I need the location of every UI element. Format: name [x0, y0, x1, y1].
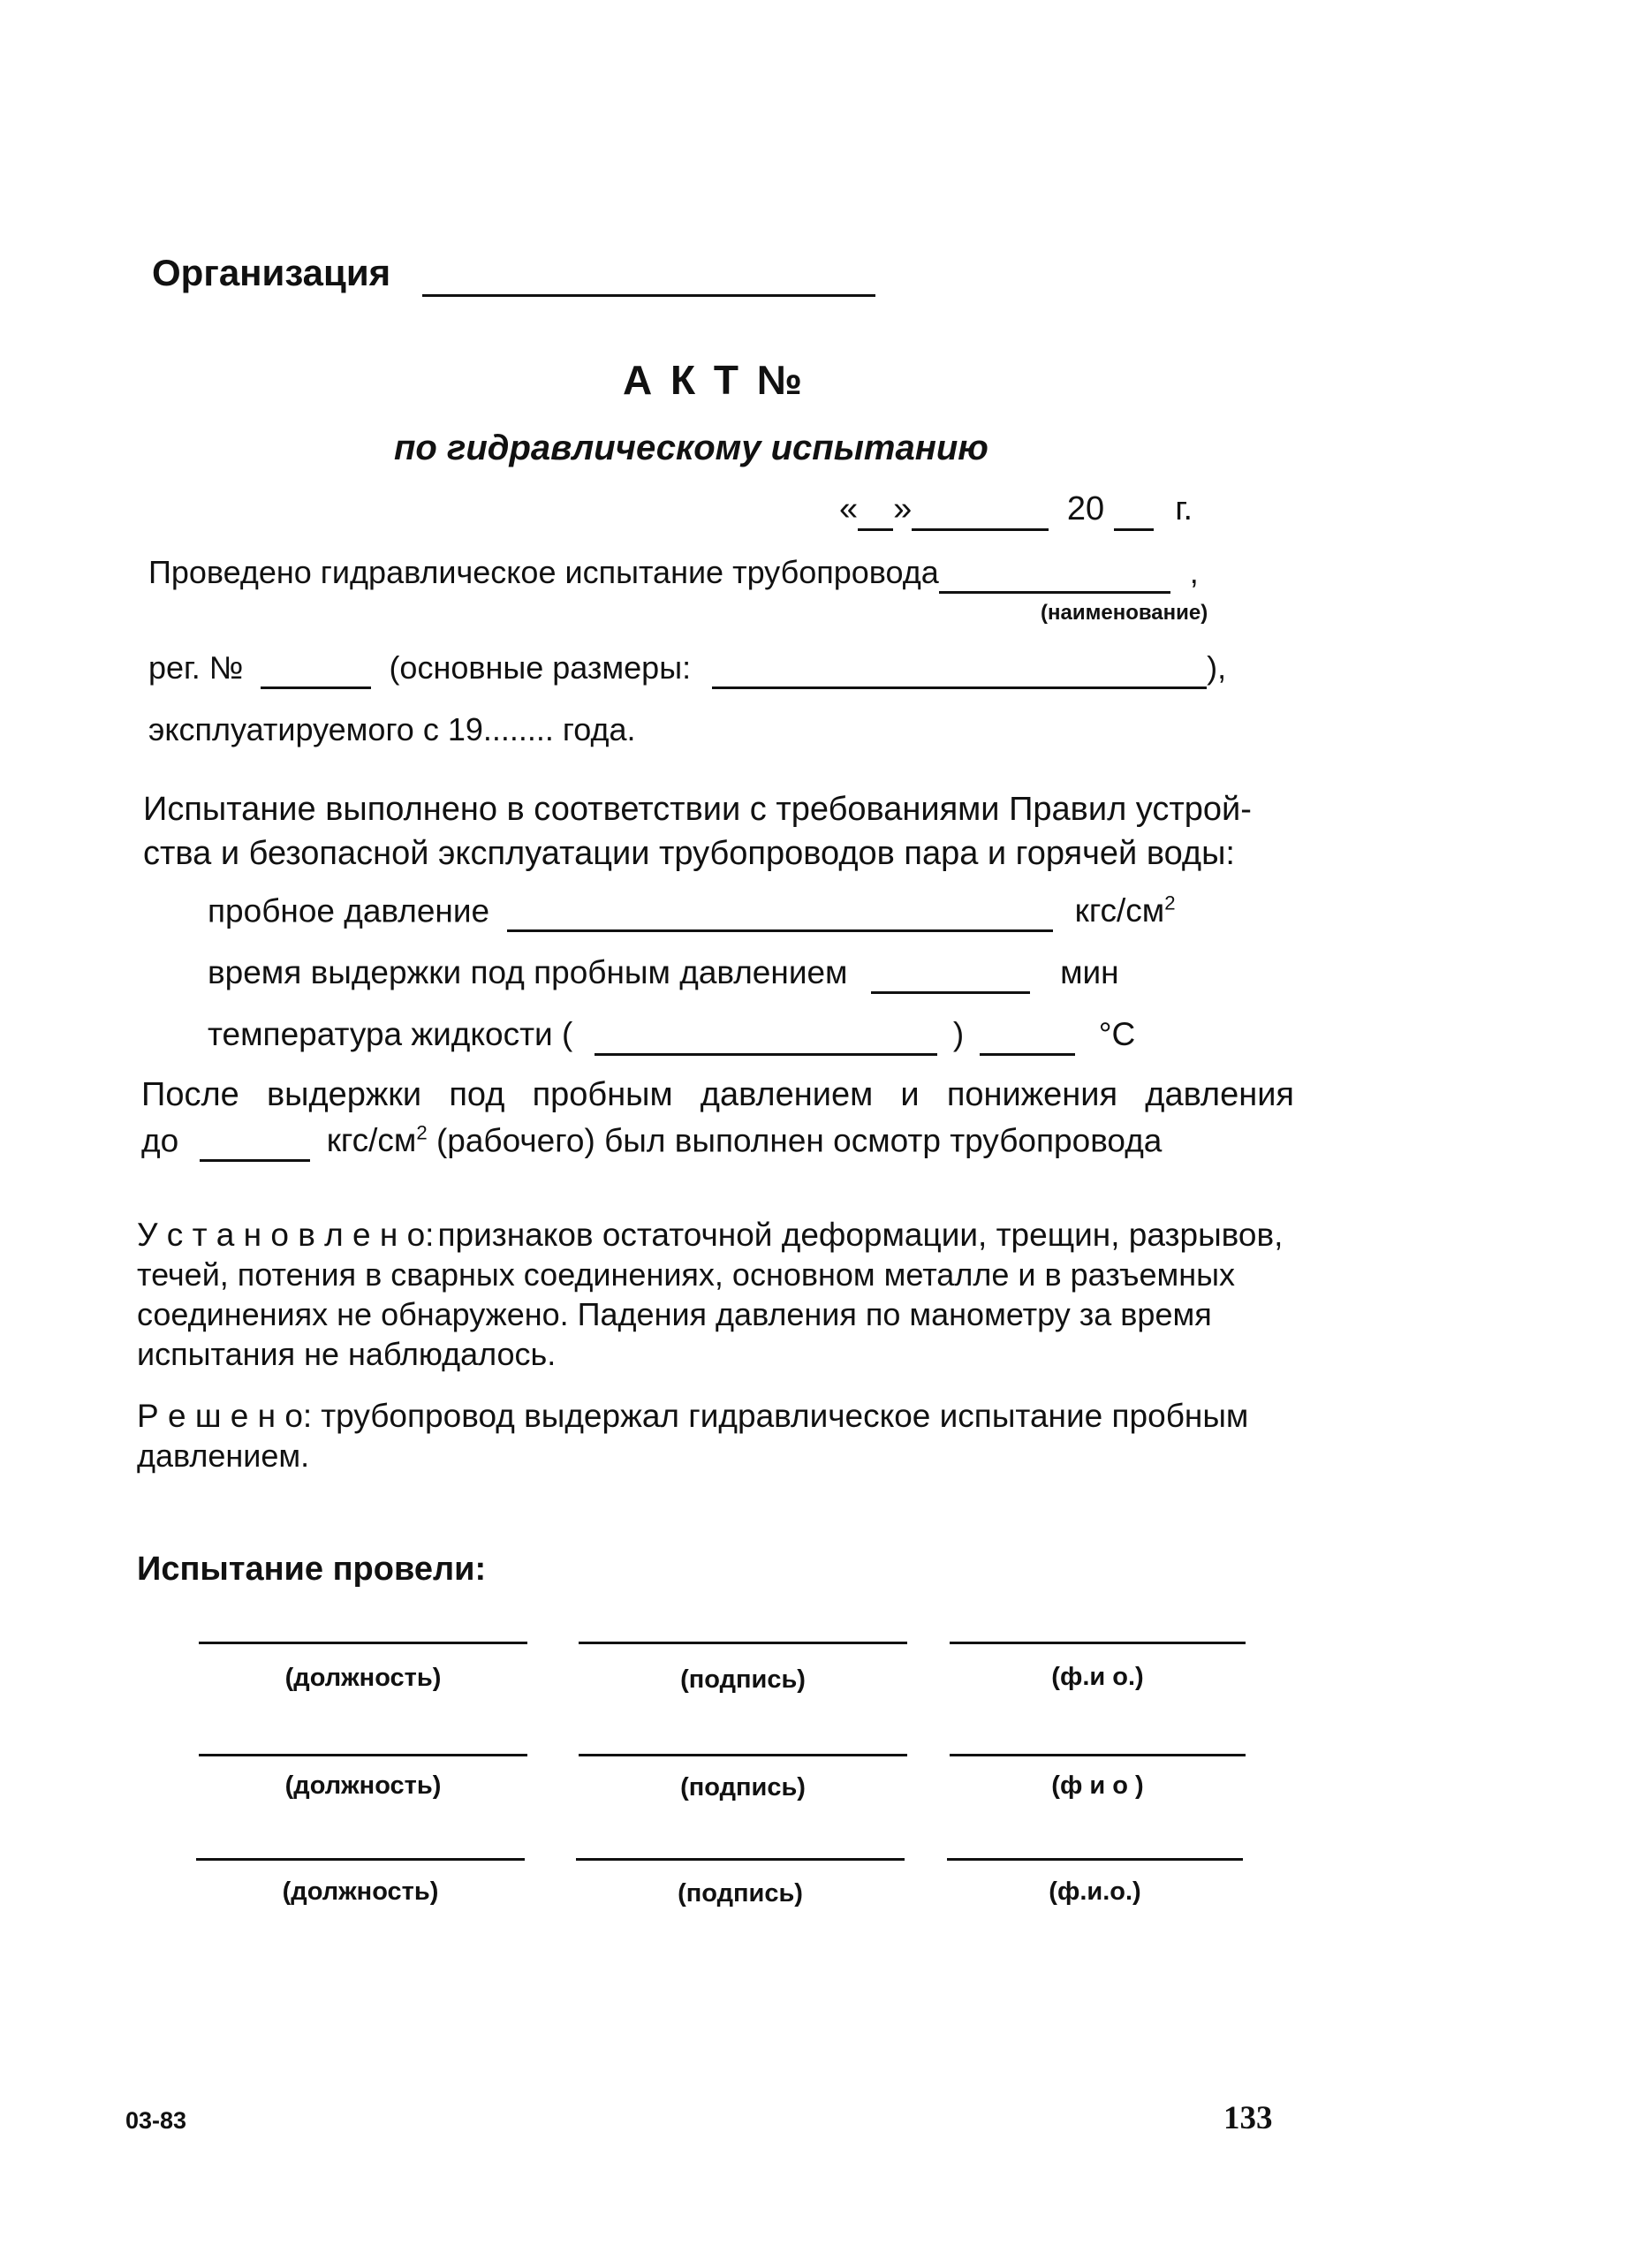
organization-field[interactable] [422, 294, 875, 297]
name-caption: (наименование) [1041, 601, 1208, 625]
after-hold-rest: (рабочего) был выполнен осмотр трубопровода [436, 1122, 1163, 1159]
decided-label: Р е ш е н о: [137, 1398, 313, 1434]
date-month-field[interactable] [912, 490, 1049, 531]
fio-caption-1: (ф.и о.) [1051, 1663, 1144, 1691]
date-day-field[interactable] [858, 490, 893, 531]
reg-label: рег. № [148, 649, 244, 686]
position-caption-3: (должность) [282, 1877, 439, 1906]
established-text: признаков остаточной деформации, трещин, разрывов, [437, 1217, 1284, 1253]
param-temperature [208, 1016, 1135, 1056]
date-open-quote: « [839, 490, 859, 527]
test-pressure-label: пробное давление [208, 892, 490, 929]
signature-field-1[interactable] [579, 1642, 907, 1644]
intro-comma: , [1189, 554, 1199, 590]
fio-caption-2: (ф и о ) [1051, 1771, 1144, 1800]
after-hold-line-1: После выдержки под пробным давлением и понижения давления [141, 1076, 1294, 1113]
sizes-label: (основные размеры: [389, 649, 692, 686]
position-caption-1: (должность) [284, 1664, 442, 1692]
decided-line-1 [137, 1398, 1248, 1435]
signature-caption-2: (подпись) [680, 1773, 806, 1802]
act-title: А К Т № [623, 357, 807, 403]
established-line-3: соединениях не обнаружено. Падения давления по манометру за время [137, 1296, 1212, 1332]
fio-field-3[interactable] [947, 1858, 1243, 1861]
fio-caption-3: (ф.и.о.) [1049, 1877, 1141, 1906]
fio-field-1[interactable] [950, 1642, 1246, 1644]
date-close-quote: » [893, 490, 913, 527]
position-field-2[interactable] [199, 1754, 527, 1756]
position-field-3[interactable] [196, 1858, 525, 1861]
operated-since: эксплуатируемого с 19........ года. [148, 711, 636, 747]
intro-line-2 [148, 649, 1226, 689]
established-label: У с т а н о в л е н о: [137, 1217, 435, 1253]
hold-time-unit: мин [1060, 954, 1119, 990]
hold-time-label: время выдержки под пробным давлением [208, 954, 848, 990]
param-test-pressure [208, 892, 1176, 932]
compliance-line-2: ства и безопасной эксплуатации трубопроводов пара и горячей воды: [143, 835, 1235, 872]
decided-text: трубопровод выдержал гидравлическое испытание пробным [321, 1398, 1249, 1434]
position-field-1[interactable] [199, 1642, 527, 1644]
sizes-field[interactable] [712, 649, 1207, 689]
date-year-prefix: 20 [1066, 490, 1105, 527]
act-subtitle: по гидравлическому испытанию [394, 429, 988, 467]
after-hold-prefix: до [141, 1122, 179, 1159]
temp-medium-field[interactable] [595, 1016, 937, 1056]
sizes-close: ), [1207, 649, 1227, 686]
reg-number-field[interactable] [261, 649, 371, 689]
signature-field-2[interactable] [579, 1754, 907, 1756]
date-year-field[interactable] [1114, 490, 1154, 531]
doc-code: 03-83 [125, 2107, 187, 2134]
signatures-heading: Испытание провели: [137, 1551, 487, 1588]
param-hold-time [208, 954, 1119, 994]
hold-time-field[interactable] [871, 954, 1030, 994]
compliance-line-1: Испытание выполнено в соответствии с требованиями Правил устрой- [143, 791, 1252, 828]
established-line-2: течей, потения в сварных соединениях, основном металле и в разъемных [137, 1256, 1235, 1293]
position-caption-2: (должность) [284, 1771, 442, 1800]
intro-line-1 [148, 554, 1199, 594]
fio-field-2[interactable] [950, 1754, 1246, 1756]
date-year-suffix: г. [1175, 490, 1193, 527]
pipeline-name-field[interactable] [939, 554, 1170, 594]
temp-unit: °С [1098, 1016, 1136, 1052]
date-line [839, 490, 1193, 531]
working-pressure-field[interactable] [200, 1122, 310, 1162]
test-pressure-field[interactable] [507, 892, 1053, 932]
after-hold-line-2 [141, 1122, 1162, 1162]
page-number: 133 [1223, 2100, 1273, 2136]
signature-caption-3: (подпись) [678, 1879, 803, 1908]
signature-caption-1: (подпись) [680, 1665, 806, 1694]
established-line-4: испытания не наблюдалось. [137, 1336, 557, 1372]
established-line-1 [137, 1217, 1283, 1254]
decided-line-2: давлением. [137, 1437, 310, 1474]
after-hold-unit: кгс/$см^2$ [326, 1122, 428, 1159]
signature-field-3[interactable] [576, 1858, 905, 1861]
temp-label: температура жидкости ( [208, 1016, 573, 1052]
intro-text: Проведено гидравлическое испытание трубопровода [148, 554, 939, 590]
temp-close: ) [952, 1016, 965, 1052]
organization-label: Организация [152, 252, 391, 293]
temp-value-field[interactable] [980, 1016, 1075, 1056]
test-pressure-unit: кгс/$см^2$ [1074, 892, 1176, 929]
